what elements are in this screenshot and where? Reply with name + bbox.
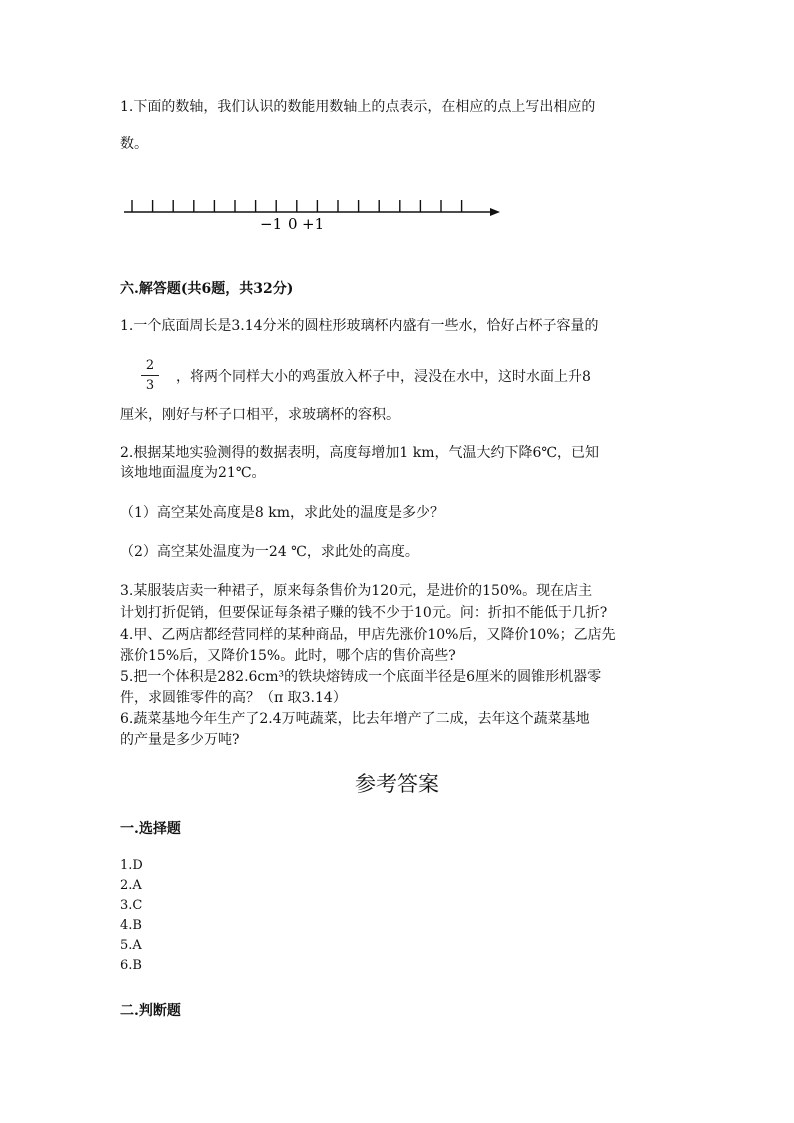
- question-text: 1.下面的数轴，我们认识的数能用数轴上的点表示，在相应的点上写出相应的: [120, 99, 596, 115]
- question-text: 件，求圆锥零件的高？（π 取3.14）: [120, 690, 347, 706]
- fraction-numerator: 2: [145, 358, 155, 373]
- answer-item: 1.D: [120, 858, 143, 873]
- number-line-ticks: [132, 200, 462, 212]
- question-text: 该地地面温度为21℃。: [120, 465, 266, 481]
- sub-question: （1）高空某处高度是8 km，求此处的温度是多少？: [120, 505, 445, 521]
- section-heading: 一.选择题: [120, 821, 181, 837]
- fraction-denominator: 3: [145, 378, 155, 393]
- answer-item: 6.B: [120, 958, 142, 973]
- label-minus-one: −1: [260, 215, 283, 233]
- number-line: [118, 192, 508, 236]
- answer-item: 4.B: [120, 918, 142, 933]
- answer-title: 参考答案: [355, 772, 439, 796]
- answer-item: 5.A: [120, 938, 142, 953]
- fraction: [141, 357, 159, 394]
- section-heading: 二.判断题: [120, 1003, 181, 1019]
- question-text: 数。: [120, 136, 148, 152]
- question-text: 4.甲、乙两店都经营同样的某种商品，甲店先涨价10%后，又降价10%；乙店先: [120, 627, 616, 643]
- question-text: 5.把一个体积是282.6cm³的铁块熔铸成一个底面半径是6厘米的圆锥形机器零: [120, 669, 602, 685]
- question-text: 6.蔬菜基地今年生产了2.4万吨蔬菜，比去年增产了二成，去年这个蔬菜基地: [120, 711, 590, 727]
- question-text: 计划打折促销，但要保证每条裙子赚的钱不少于10元。问：折扣不能低于几折?: [120, 605, 608, 621]
- question-text: 3.某服装店卖一种裙子，原来每条售价为120元，是进价的150%。现在店主: [120, 583, 593, 599]
- question-text: 的产量是多少万吨?: [120, 732, 240, 748]
- answer-list: [120, 856, 143, 976]
- answer-item: 2.A: [120, 878, 142, 893]
- section-heading: 六.解答题(共6题，共32分): [120, 281, 294, 297]
- fraction-bar: [141, 375, 159, 376]
- label-plus-one: +1: [302, 215, 325, 233]
- question-text: 厘米，刚好与杯子口相平，求玻璃杯的容积。: [120, 407, 400, 423]
- question-text: 1.一个底面周长是3.14分米的圆柱形玻璃杯内盛有一些水，恰好占杯子容量的: [120, 318, 599, 334]
- arrow-right-icon: [490, 208, 500, 216]
- answer-item: 3.C: [120, 898, 143, 913]
- question-text: 2.根据某地实验测得的数据表明，高度每增加1 km，气温大约下降6℃，已知: [120, 445, 600, 461]
- sub-question: （2）高空某处温度为一24 ℃，求此处的高度。: [120, 544, 419, 560]
- question-text: ，将两个同样大小的鸡蛋放入杯子中，浸没在水中，这时水面上升8: [176, 369, 591, 385]
- label-zero: 0: [288, 215, 298, 233]
- question-text: 涨价15%后，又降价15%。此时，哪个店的售价高些?: [120, 648, 456, 664]
